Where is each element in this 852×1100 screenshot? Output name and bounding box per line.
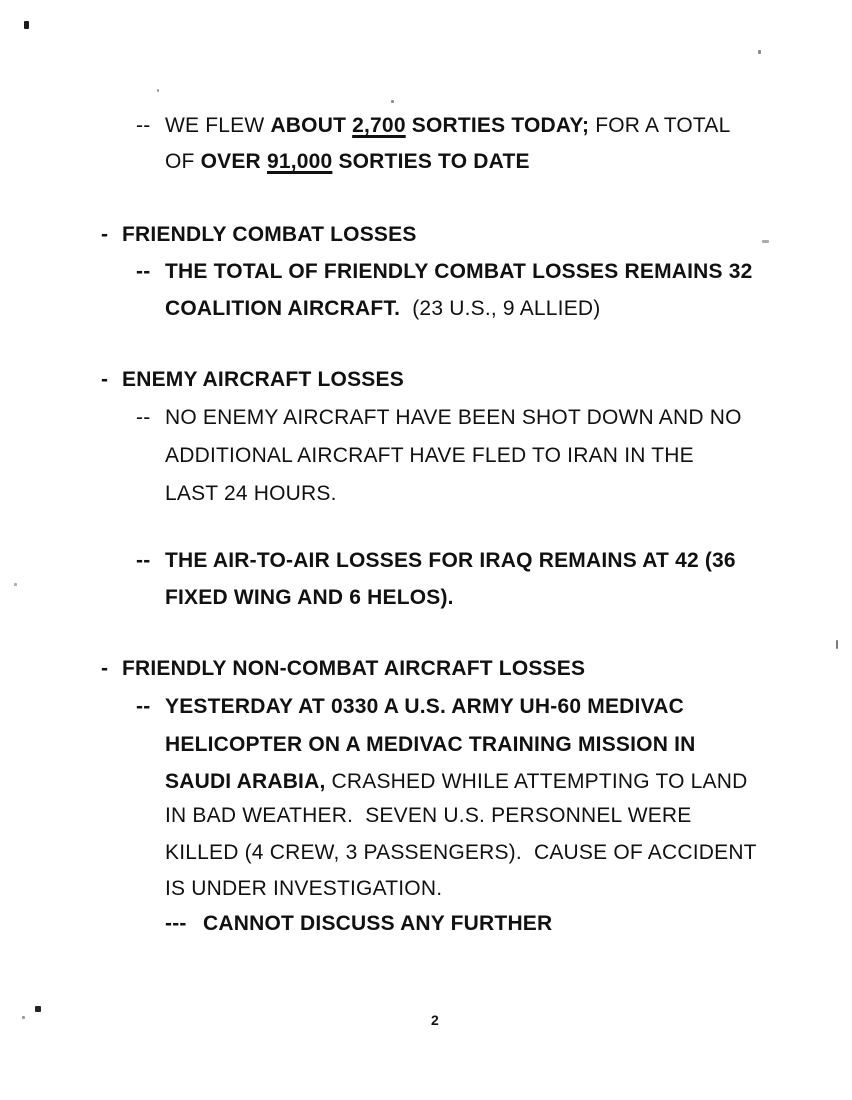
doc-line-text: ADDITIONAL AIRCRAFT HAVE FLED TO IRAN IN THE <box>165 444 694 467</box>
doc-line <box>0 405 852 431</box>
text-segment-bold: ABOUT <box>270 114 353 137</box>
doc-line <box>0 548 852 574</box>
section-header <box>0 222 852 248</box>
doc-line-text <box>165 769 748 795</box>
bullet-dash-level1: - <box>101 657 109 680</box>
text-segment: (23 U.S., 9 ALLIED) <box>400 297 601 320</box>
doc-line <box>0 296 852 322</box>
text-segment: OF <box>165 150 201 173</box>
page-number: 2 <box>431 1012 439 1028</box>
doc-line <box>0 694 852 720</box>
bullet-dash-level2: -- <box>136 260 151 283</box>
doc-line <box>0 259 852 285</box>
bullet-dash-level2: -- <box>136 695 151 718</box>
doc-line <box>0 911 852 937</box>
bullet-dash-level1: - <box>101 368 109 391</box>
doc-line <box>0 803 852 829</box>
scan-speck <box>391 100 394 103</box>
doc-line-text: IS UNDER INVESTIGATION. <box>165 877 443 900</box>
doc-line-text: CANNOT DISCUSS ANY FURTHER <box>203 912 553 935</box>
text-segment: FOR A TOTAL <box>589 114 731 137</box>
doc-line-text: THE AIR-TO-AIR LOSSES FOR IRAQ REMAINS AT 42 (36 <box>165 549 736 572</box>
section-header-text: ENEMY AIRCRAFT LOSSES <box>122 368 404 391</box>
doc-line-text: THE TOTAL OF FRIENDLY COMBAT LOSSES REMAINS 32 <box>165 260 753 283</box>
doc-line-text <box>165 113 730 139</box>
bullet-dash-level3: --- <box>165 912 187 935</box>
text-segment-bold: SORTIES TODAY; <box>405 114 590 137</box>
scan-speck <box>762 240 769 243</box>
doc-line <box>0 481 852 507</box>
doc-line-text: YESTERDAY AT 0330 A U.S. ARMY UH-60 MEDIVAC <box>165 695 684 718</box>
doc-line-text: KILLED (4 CREW, 3 PASSENGERS). CAUSE OF ACCIDENT <box>165 841 757 864</box>
doc-line-text <box>165 149 530 175</box>
doc-line-text: HELICOPTER ON A MEDIVAC TRAINING MISSION IN <box>165 733 696 756</box>
doc-line-text <box>165 296 600 322</box>
section-header <box>0 367 852 393</box>
scan-speck <box>157 89 159 92</box>
bullet-dash-level2: -- <box>136 114 151 137</box>
doc-line <box>0 732 852 758</box>
text-segment-bold: OVER <box>200 150 267 173</box>
doc-line <box>0 876 852 902</box>
bullet-dash-level2: -- <box>136 549 151 572</box>
section-header <box>0 656 852 682</box>
section-header-text: FRIENDLY NON-COMBAT AIRCRAFT LOSSES <box>122 657 586 680</box>
text-segment-bold: SAUDI ARABIA, <box>165 770 326 793</box>
scan-speck <box>758 50 761 54</box>
scan-speck <box>35 1006 41 1012</box>
doc-line <box>0 769 852 795</box>
doc-line <box>0 149 852 175</box>
text-segment: WE FLEW <box>165 114 271 137</box>
scan-speck <box>22 1016 25 1019</box>
text-segment-underlined: 91,000 <box>266 150 333 173</box>
bullet-dash-level1: - <box>101 223 109 246</box>
section-header-text: FRIENDLY COMBAT LOSSES <box>122 223 417 246</box>
doc-line-text: NO ENEMY AIRCRAFT HAVE BEEN SHOT DOWN AND NO <box>165 406 742 429</box>
text-segment-bold: COALITION AIRCRAFT. <box>165 297 401 320</box>
bullet-dash-level2: -- <box>136 406 151 429</box>
doc-line <box>0 840 852 866</box>
text-segment: CRASHED WHILE ATTEMPTING TO LAND <box>325 770 748 793</box>
scan-speck <box>836 640 838 649</box>
text-segment-bold: SORTIES TO DATE <box>332 150 530 173</box>
text-segment-underlined: 2,700 <box>352 114 406 137</box>
doc-line-text: LAST 24 HOURS. <box>165 482 337 505</box>
doc-line-text: FIXED WING AND 6 HELOS). <box>165 586 454 609</box>
scan-speck <box>14 583 17 586</box>
doc-line-text: IN BAD WEATHER. SEVEN U.S. PERSONNEL WERE <box>165 804 692 827</box>
doc-line <box>0 585 852 611</box>
scan-speck <box>24 21 29 29</box>
doc-line <box>0 443 852 469</box>
doc-line <box>0 113 852 139</box>
